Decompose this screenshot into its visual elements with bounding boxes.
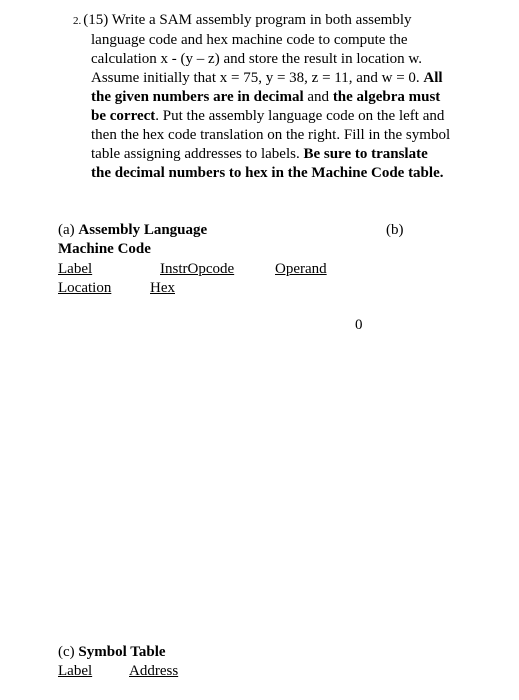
question-text-2: and (303, 89, 333, 105)
start-location-value: 0 (355, 317, 363, 333)
symbol-table-header-label: Label (58, 663, 93, 679)
question-points: (15) (83, 12, 109, 28)
column-header-instr-opcode: InstrOpcode (160, 261, 235, 277)
part-b-label: (b) (386, 222, 404, 238)
part-c-prefix: (c) (58, 644, 79, 660)
question-text-3: . Put the assembly language code on the left and then the hex code translation on the right. Fill in the symbol table assigning addresses to labels. (91, 108, 451, 162)
part-a-heading (58, 221, 207, 240)
column-header-location: Location (58, 280, 112, 296)
column-header-label: Label (58, 261, 93, 277)
column-header-operand: Operand (275, 261, 327, 277)
part-a-title-1: Assembly Language (78, 222, 208, 238)
part-a-title-2: Machine Code (58, 241, 151, 257)
column-header-hex: Hex (150, 280, 175, 296)
question-bold-1: All the given numbers are in decimal (91, 70, 443, 105)
question-number: 2. (73, 15, 82, 27)
question-bold-3: Be sure to translate the decimal numbers to hex in the Machine Code table. (91, 146, 444, 181)
part-c-heading (58, 643, 166, 662)
part-a-heading-line-2 (58, 240, 151, 259)
question-bold-2: the algebra must be correct (91, 89, 441, 124)
symbol-table-header-address: Address (129, 663, 179, 679)
question-block (73, 11, 451, 183)
question-text-1: Write a SAM assembly program in both assembly language code and hex machine code to compute the calculation x - (y – z) and store the result in location w. Assume initially that x = 75, y = 38, z = 11, and w = 0. (91, 12, 424, 86)
question-text (73, 11, 451, 183)
part-c-title: Symbol Table (78, 644, 166, 660)
part-a-prefix: (a) (58, 222, 79, 238)
